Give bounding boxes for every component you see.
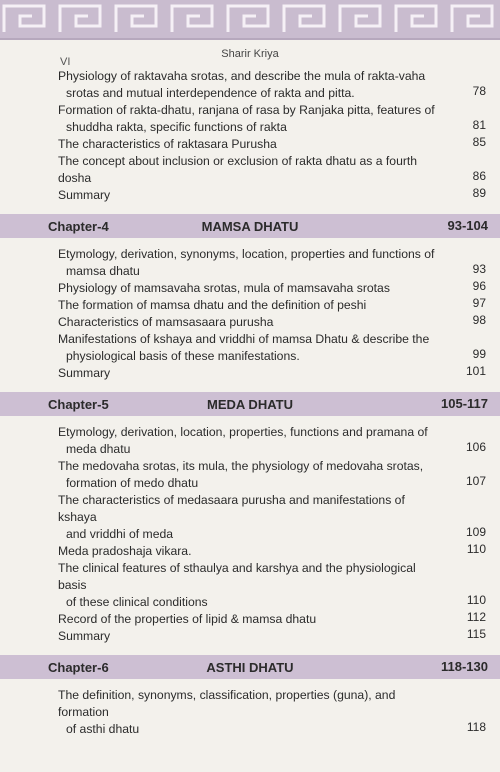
toc-entry-title <box>58 458 438 492</box>
toc-entry-continuation: shuddha rakta, specific functions of rakta <box>66 120 287 134</box>
toc-entry <box>0 687 500 738</box>
page-number: VI <box>60 56 71 68</box>
toc-entry-line: The characteristics of raktasara Purusha <box>58 137 277 151</box>
chapter-page-range: 93-104 <box>447 218 488 233</box>
chapter-label: Chapter-5 <box>48 397 109 412</box>
toc-entry-continuation: formation of medo dhatu <box>66 476 199 490</box>
toc-entry-continuation: physiological basis of these manifestations. <box>66 349 300 363</box>
toc-entry <box>0 153 500 187</box>
chapter-page-range: 118-130 <box>441 659 488 674</box>
toc-entry <box>0 280 500 297</box>
toc-entry-line: Record of the properties of lipid & mamsa dhatu <box>58 612 317 626</box>
toc-entry-title <box>58 687 438 738</box>
toc-entry-page-number: 97 <box>472 296 486 310</box>
toc-entry-line: Meda pradoshaja vikara. <box>58 544 192 558</box>
toc-entry-title <box>58 280 438 297</box>
toc-entry <box>0 611 500 628</box>
chapter-heading-bar <box>0 214 500 238</box>
toc-entry <box>0 492 500 543</box>
toc-entry-continuation: of these clinical conditions <box>66 595 208 609</box>
greek-key-border-pattern <box>0 0 500 38</box>
toc-entry-title <box>58 492 438 543</box>
toc-entry-line: The formation of mamsa dhatu and the definition of peshi <box>58 298 367 312</box>
chapter-page-range: 105-117 <box>441 396 488 411</box>
toc-entry-page-number: 110 <box>466 593 486 607</box>
toc-entry <box>0 136 500 153</box>
page-header <box>0 38 500 68</box>
toc-entry-page-number: 81 <box>472 118 486 132</box>
toc-entry-page-number: 115 <box>466 627 486 641</box>
toc-entry <box>0 331 500 365</box>
chapter-heading-bar <box>0 392 500 416</box>
chapter-label: Chapter-6 <box>48 660 109 675</box>
chapter-title: MAMSA DHATU <box>201 219 299 234</box>
toc-entry-title <box>58 424 438 458</box>
toc-entry <box>0 365 500 382</box>
toc-entry-title <box>58 68 438 102</box>
toc-entry-line: The characteristics of medasaara purusha and manifestations of kshaya <box>58 493 405 524</box>
toc-entry-page-number: 89 <box>472 186 486 200</box>
toc-entry-line: Physiology of mamsavaha srotas, mula of mamsavaha srotas <box>58 281 390 295</box>
toc-entry <box>0 246 500 280</box>
toc-entry-continuation: mamsa dhatu <box>66 264 140 278</box>
toc-entry <box>0 102 500 136</box>
toc-entry-page-number: 93 <box>472 262 486 276</box>
toc-entry-line: Etymology, derivation, synonyms, location, properties and functions of <box>58 247 435 261</box>
toc-entry-page-number: 112 <box>466 610 486 624</box>
toc-entry <box>0 543 500 560</box>
toc-entry <box>0 458 500 492</box>
book-title: Sharir Kriya <box>221 48 279 60</box>
toc-entry-continuation: and vriddhi of meda <box>66 527 174 541</box>
toc-entry-line: The clinical features of sthaulya and karshya and the physiological basis <box>58 561 416 592</box>
toc-entry <box>0 68 500 102</box>
chapter-label: Chapter-4 <box>48 219 109 234</box>
toc-entry-page-number: 98 <box>472 313 486 327</box>
toc-entry-line: The medovaha srotas, its mula, the physiology of medovaha srotas, <box>58 459 424 473</box>
toc-entry-page-number: 106 <box>465 440 486 454</box>
chapter-title: MEDA DHATU <box>207 397 293 412</box>
toc-entry-line: Etymology, derivation, location, properties, functions and pramana of <box>58 425 428 439</box>
toc-entry-title <box>58 314 438 331</box>
toc-entry-line: Formation of rakta-dhatu, ranjana of rasa by Ranjaka pitta, features of <box>58 103 435 117</box>
toc-entry-line: The definition, synonyms, classification, properties (guna), and formation <box>58 688 396 719</box>
decorative-border-band <box>0 0 500 40</box>
toc-entry-page-number: 85 <box>472 135 486 149</box>
toc-entry-page-number: 118 <box>466 720 486 734</box>
toc-entry-continuation: srotas and mutual interdependence of rakta and pitta. <box>66 86 355 100</box>
toc-entry <box>0 314 500 331</box>
toc-entry-line: Manifestations of kshaya and vriddhi of mamsa Dhatu & describe the <box>58 332 430 346</box>
toc-entry-continuation: of asthi dhatu <box>66 722 140 736</box>
toc-entry <box>0 560 500 611</box>
toc-entry-title <box>58 628 438 645</box>
toc-entry-title <box>58 611 438 628</box>
toc-entry-page-number: 101 <box>465 364 486 378</box>
toc-entry-continuation: meda dhatu <box>66 442 131 456</box>
toc-entry-line: The concept about inclusion or exclusion of rakta dhatu as a fourth dosha <box>58 154 418 185</box>
toc-entry-title <box>58 187 438 204</box>
toc-entry-page-number: 110 <box>466 542 486 556</box>
toc-entry-line: Physiology of raktavaha srotas, and describe the mula of rakta-vaha <box>58 69 426 83</box>
toc-entry <box>0 187 500 204</box>
chapter-title: ASTHI DHATU <box>206 660 294 675</box>
toc-entry-line: Summary <box>58 629 111 643</box>
toc-entry-line: Summary <box>58 188 111 202</box>
toc-entry-page-number: 109 <box>465 525 486 539</box>
toc-entry-title <box>58 560 438 611</box>
toc-entry-title <box>58 153 438 187</box>
toc-entry-title <box>58 297 438 314</box>
toc-entry <box>0 297 500 314</box>
toc-entry-title <box>58 331 438 365</box>
chapter-heading-bar <box>0 655 500 679</box>
table-of-contents <box>0 68 500 738</box>
toc-entry-page-number: 86 <box>472 169 486 183</box>
toc-entry-title <box>58 246 438 280</box>
toc-entry-title <box>58 136 438 153</box>
toc-entry-title <box>58 102 438 136</box>
toc-entry-page-number: 96 <box>472 279 486 293</box>
toc-entry-line: Characteristics of mamsasaara purusha <box>58 315 274 329</box>
toc-entry-title <box>58 543 438 560</box>
toc-entry-title <box>58 365 438 382</box>
toc-entry <box>0 424 500 458</box>
toc-entry <box>0 628 500 645</box>
toc-entry-line: Summary <box>58 366 111 380</box>
toc-entry-page-number: 78 <box>472 84 486 98</box>
toc-entry-page-number: 107 <box>465 474 486 488</box>
toc-entry-page-number: 99 <box>472 347 486 361</box>
